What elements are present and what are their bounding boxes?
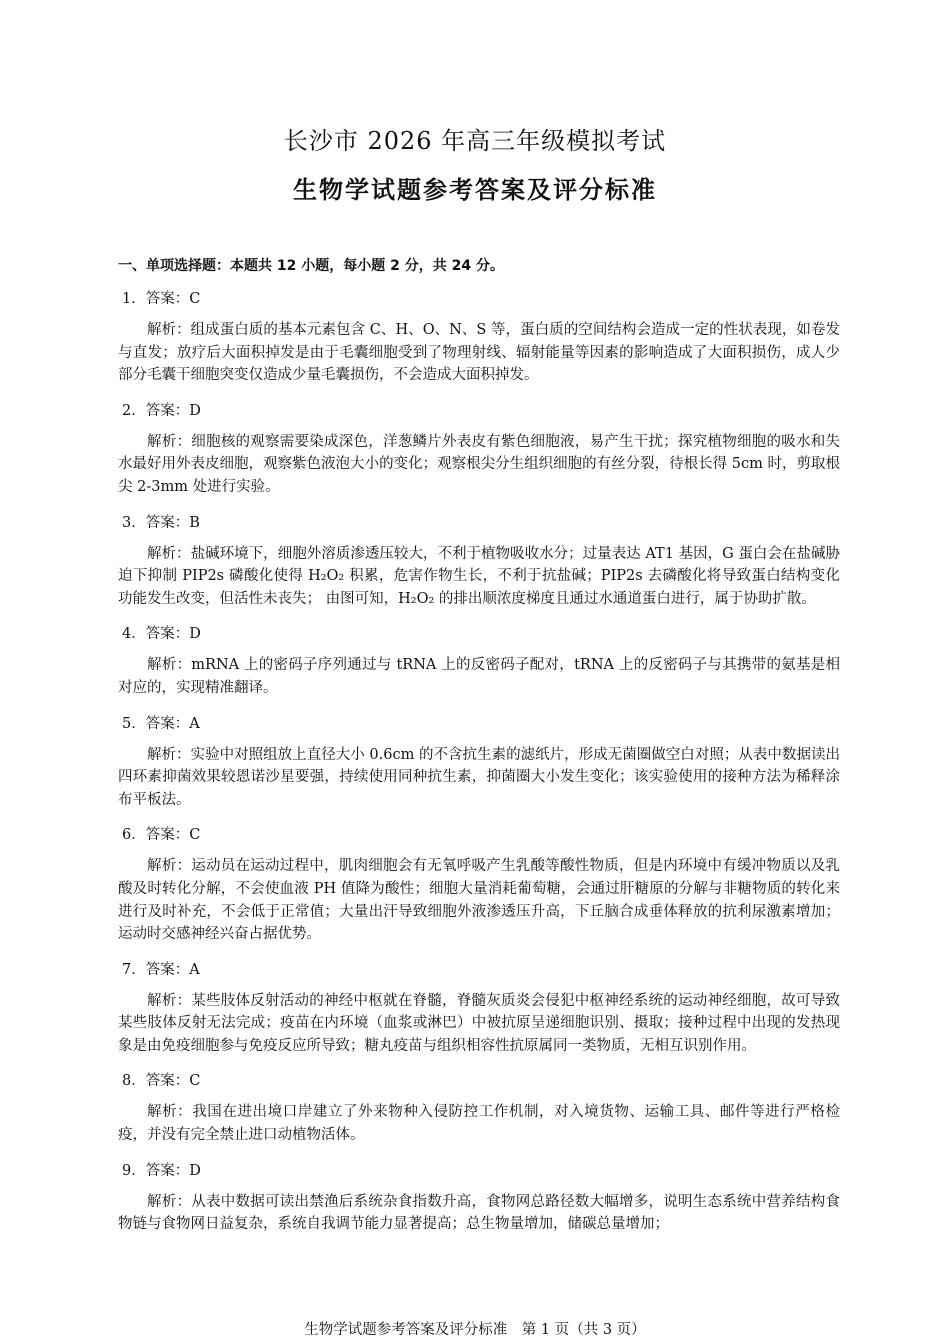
explanation-text: 解析：运动员在运动过程中，肌肉细胞会有无氧呼吸产生乳酸等酸性物质，但是内环境中有缓冲物质以及乳酸及时转化分解，不会使血液 PH 值降为酸性；细胞大量消耗葡萄糖，会通过肝糖原的分解与非糖物质的转化来进行及时补充，不会低于正常值；大量出汗导致细胞外液渗透压升高，下丘脑合成垂体释放的抗利尿激素增加；运动时交感神经兴奋占据优势。 — [118, 858, 840, 943]
question-1 — [118, 288, 840, 387]
question-7 — [118, 959, 840, 1058]
explanation-text: 解析：从表中数据可读出禁渔后系统杂食指数升高，食物网总路径数大幅增多，说明生态系统中营养结构食物链与食物网日益复杂，系统自我调节能力显著提高；总生物量增加，储碳总量增加； — [118, 1193, 840, 1233]
question-8 — [118, 1070, 840, 1146]
question-4 — [118, 623, 840, 699]
explanation-text: 解析：某些肢体反射活动的神经中枢就在脊髓，脊髓灰质炎会侵犯中枢神经系统的运动神经细胞，故可导致某些肢体反射无法完成；疫苗在内环境（血浆或淋巴）中被抗原呈递细胞识别、摄取；接种过程中出现的发热现象是由免疫细胞参与免疫反应所导致；糖丸疫苗与组织相容性抗原属同一类物质，无相互识别作用。 — [118, 992, 840, 1054]
explanation-text: 解析：mRNA 上的密码子序列通过与 tRNA 上的反密码子配对，tRNA 上的反密码子与其携带的氨基是相对应的，实现精准翻译。 — [118, 657, 840, 696]
section-heading: 一、单项选择题：本题共 12 小题，每小题 2 分，共 24 分。 — [118, 258, 504, 274]
question-9 — [118, 1160, 840, 1236]
page-footer: 生物学试题参考答案及评分标准 第 1 页（共 3 页） — [304, 1322, 646, 1338]
answer-line: 5．答案：A — [122, 715, 200, 732]
answer-content — [118, 256, 840, 1249]
exam-title: 长沙市 2026 年高三年级模拟考试 — [283, 127, 667, 155]
answer-line: 1．答案：C — [122, 291, 201, 307]
answer-line: 7．答案：A — [122, 961, 200, 978]
answer-line: 6．答案：C — [122, 827, 201, 844]
answer-line: 3．答案：B — [122, 514, 200, 531]
question-5 — [118, 713, 840, 812]
answer-line: 4．答案：D — [122, 626, 201, 643]
explanation-text: 解析：我国在进出境口岸建立了外来物种入侵防控工作机制，对入境货物、运输工具、邮件等进行严格检疫，并没有完全禁止进口动植物活体。 — [118, 1104, 840, 1144]
document-subtitle: 生物学试题参考答案及评分标准 — [293, 175, 657, 204]
question-3 — [118, 512, 840, 611]
question-2 — [118, 400, 840, 499]
explanation-text: 解析：实验中对照组放上直径大小 0.6cm 的不含抗生素的滤纸片，形成无菌圈做空白对照；从表中数据读出四环素抑菌效果较恩诺沙星要强，持续使用同种抗生素，抑菌圈大小发生变化；该实验使用的接种方法为稀释涂布平板法。 — [118, 746, 840, 808]
explanation-text: 解析：盐碱环境下，细胞外溶质渗透压较大，不利于植物吸收水分；过量表达 AT1 基因，G 蛋白会在盐碱胁迫下抑制 PIP2s 磷酸化使得 H₂O₂ 积累，危害作物生长，不利于抗盐碱；PIP2s 去磷酸化将导致蛋白结构变化功能发生改变，但活性未丧失； 由图可知，H₂O₂ 的排出顺浓度梯度且通过水通道蛋白进行，属于协助扩散。 — [118, 545, 840, 607]
explanation-text: 解析：细胞核的观察需要染成深色，洋葱鳞片外表皮有紫色细胞液，易产生干扰；探究植物细胞的吸水和失水最好用外表皮细胞，观察紫色液泡大小的变化；观察根尖分生组织细胞的有丝分裂，待根长得 5cm 时，剪取根尖 2-3mm 处进行实验。 — [118, 433, 840, 495]
question-6 — [118, 824, 840, 945]
answer-line: 9．答案：D — [122, 1162, 201, 1179]
answer-line: 8．答案：C — [122, 1073, 201, 1090]
explanation-text: 解析：组成蛋白质的基本元素包含 C、H、O、N、S 等，蛋白质的空间结构会造成一定的性状表现，如卷发与直发；放疗后大面积掉发是由于毛囊细胞受到了物理射线、辐射能量等因素的影响造成了大面积损伤，成人少部分毛囊干细胞突变仅造成少量毛囊损伤，不会造成大面积掉发。 — [118, 322, 840, 384]
answer-line: 2．答案：D — [122, 402, 201, 419]
